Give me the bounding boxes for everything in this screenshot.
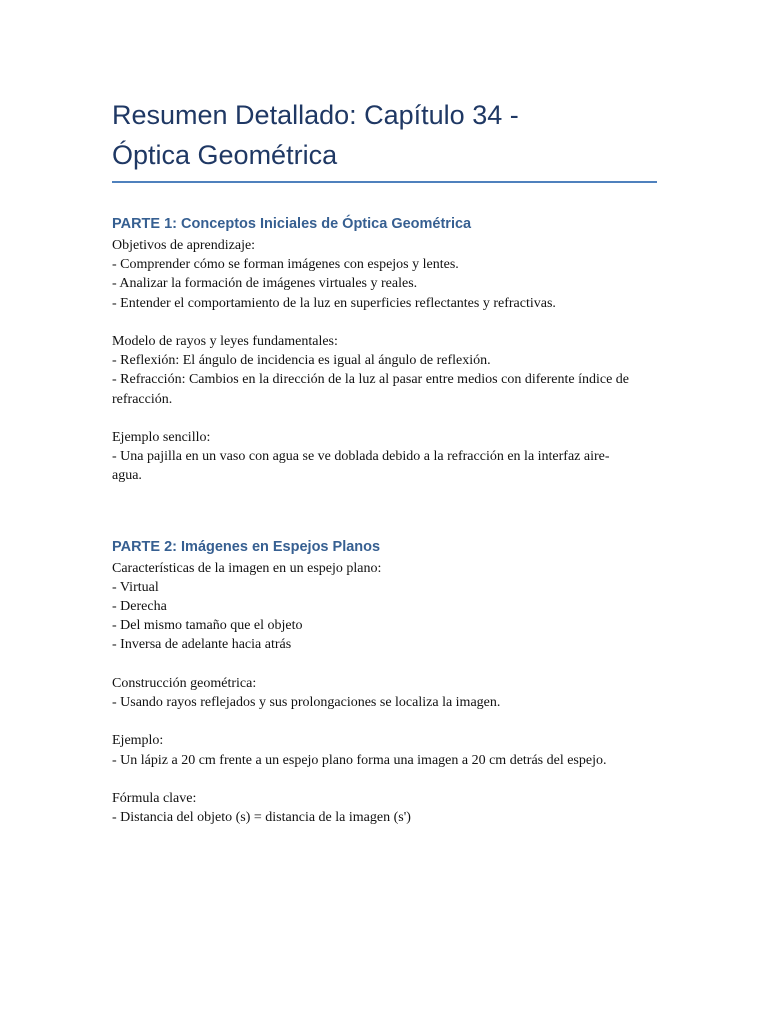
blank-line — [112, 712, 657, 731]
part1-body — [112, 234, 657, 486]
part2-formula-item: - Distancia del objeto (s) = distancia de la imagen (s') — [112, 810, 411, 826]
part1-objective-item: - Comprender cómo se forman imágenes con espejos y lentes. — [112, 257, 459, 273]
part1-heading: PARTE 1: Conceptos Iniciales de Óptica Geométrica — [112, 216, 472, 232]
part2-characteristics-label: Características de la imagen en un espejo plano: — [112, 560, 382, 576]
document-page — [112, 0, 657, 827]
part2-construction-item: - Usando rayos reflejados y sus prolongaciones se localiza la imagen. — [112, 695, 501, 711]
part1-rays-label: Modelo de rayos y leyes fundamentales: — [112, 334, 338, 349]
blank-line — [112, 409, 657, 428]
part2-characteristic-item: - Del mismo tamaño que el objeto — [112, 618, 303, 634]
part1-objectives-label: Objetivos de aprendizaje: — [112, 238, 256, 253]
part2-construction-label: Construcción geométrica: — [112, 675, 257, 691]
part2-heading: PARTE 2: Imágenes en Espejos Planos — [112, 538, 381, 555]
part1-objective-item: - Analizar la formación de imágenes virtuales y reales. — [112, 276, 418, 292]
blank-line — [112, 770, 657, 789]
title-underline — [112, 181, 657, 183]
document-title-line-2: Óptica Geométrica — [112, 140, 338, 170]
part2-example-label: Ejemplo: — [112, 733, 164, 749]
part2-characteristic-item: - Virtual — [112, 579, 159, 595]
part1-ray-item: refracción. — [112, 391, 173, 407]
part1-ray-item: - Reflexión: El ángulo de incidencia es igual al ángulo de reflexión. — [112, 353, 491, 369]
part2-characteristic-item: - Derecha — [112, 599, 167, 615]
blank-line — [112, 313, 657, 332]
part1-example-label: Ejemplo sencillo: — [112, 430, 211, 445]
part2-formula-label: Fórmula clave: — [112, 791, 197, 806]
document-title-line-1: Resumen Detallado: Capítulo 34 - — [112, 100, 519, 130]
part1-example-item: - Una pajilla en un vaso con agua se ve doblada debido a la refracción en la interfaz aire- — [112, 449, 610, 465]
part1-ray-item: - Refracción: Cambios en la dirección de la luz al pasar entre medios con diferente índice de — [112, 372, 630, 388]
document-title — [112, 0, 657, 175]
part2-example-item: - Un lápiz a 20 cm frente a un espejo plano forma una imagen a 20 cm detrás del espejo. — [112, 752, 607, 768]
blank-line — [112, 655, 657, 674]
part2-characteristic-item: - Inversa de adelante hacia atrás — [112, 637, 292, 653]
part1-example-item: agua. — [112, 468, 142, 484]
part1-objective-item: - Entender el comportamiento de la luz en superficies reflectantes y refractivas. — [112, 295, 556, 311]
part2-body — [112, 557, 657, 828]
